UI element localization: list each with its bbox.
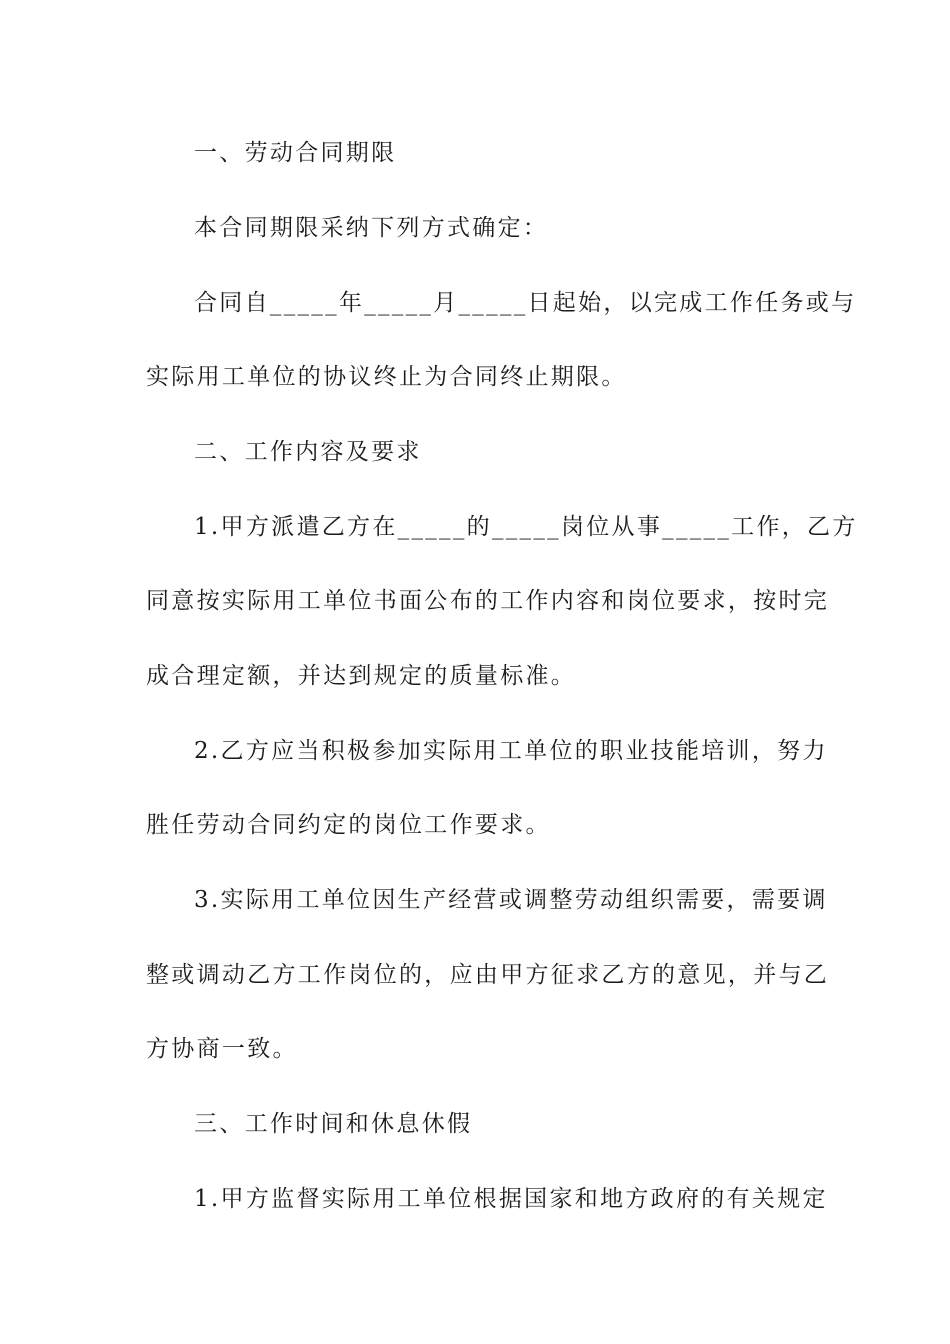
paragraph-line: 整或调动乙方工作岗位的，应由甲方征求乙方的意见，并与乙 (146, 962, 830, 988)
section-heading-work-content: 二、工作内容及要求 (194, 439, 422, 465)
paragraph-line: 3.实际用工单位因生产经营或调整劳动组织需要，需要调 (194, 887, 828, 913)
paragraph-line: 同意按实际用工单位书面公布的工作内容和岗位要求，按时完 (146, 588, 830, 614)
paragraph-line: 合同自_____年_____月_____日起始，以完成工作任务或与 (194, 290, 857, 316)
paragraph-line: 成合理定额，并达到规定的质量标准。 (146, 663, 577, 689)
section-heading-working-hours: 三、工作时间和休息休假 (194, 1111, 473, 1137)
paragraph-line: 1.甲方派遣乙方在_____的_____岗位从事_____工作，乙方 (194, 514, 858, 540)
paragraph-line: 本合同期限采纳下列方式确定： (194, 215, 549, 241)
paragraph-line: 1.甲方监督实际用工单位根据国家和地方政府的有关规定 (194, 1186, 828, 1212)
section-heading-contract-term: 一、劳动合同期限 (194, 140, 397, 166)
paragraph-line: 实际用工单位的协议终止为合同终止期限。 (146, 364, 627, 390)
paragraph-line: 胜任劳动合同约定的岗位工作要求。 (146, 812, 551, 838)
paragraph-line: 方协商一致。 (146, 1036, 298, 1062)
paragraph-line: 2.乙方应当积极参加实际用工单位的职业技能培训，努力 (194, 738, 828, 764)
